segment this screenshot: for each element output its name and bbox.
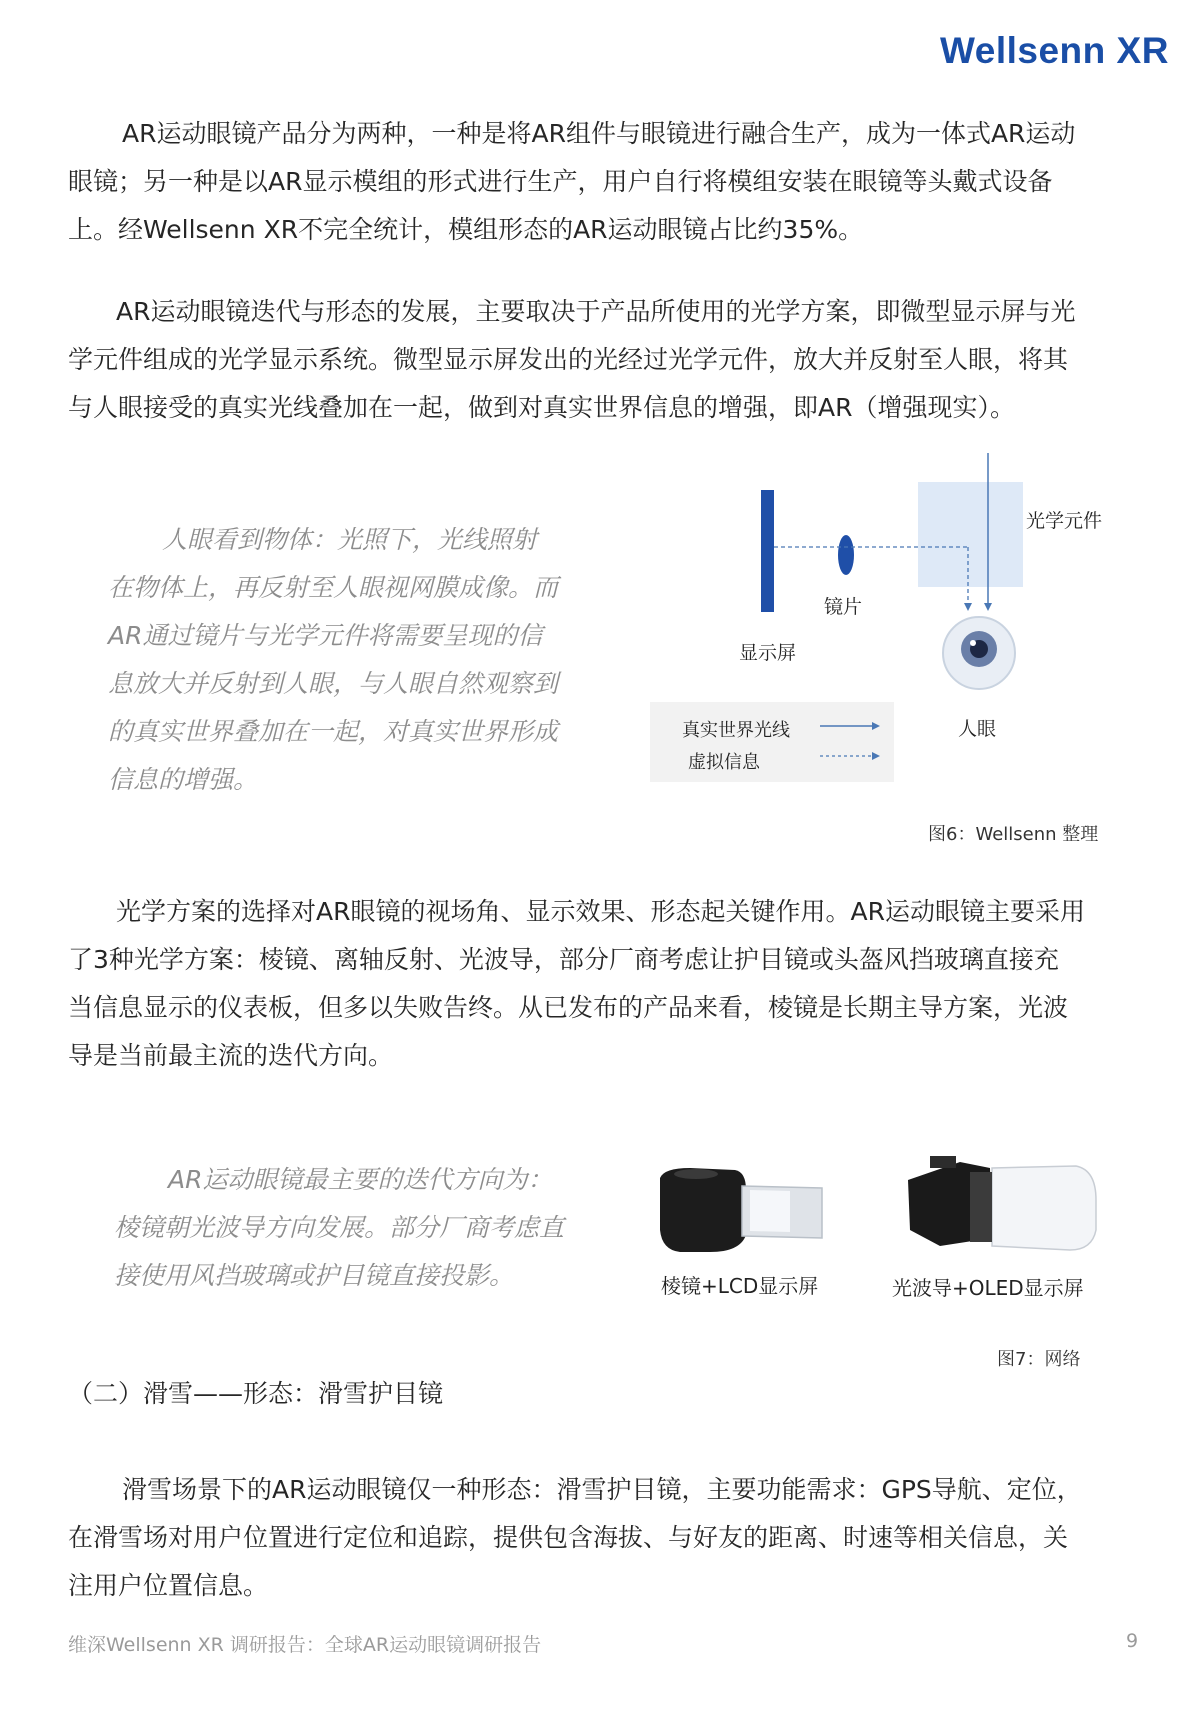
paragraph-product-types (68, 110, 1148, 254)
display-screen-shape (761, 490, 774, 612)
diagram-legend (650, 702, 894, 782)
prism-module-top (674, 1169, 718, 1179)
paragraph-line: 与人眼接受的真实光线叠加在一起，做到对真实世界信息的增强，即AR（增强现实）。 (68, 393, 1015, 422)
virtual-ray-arrowhead (964, 603, 972, 611)
brand-logo (940, 30, 1169, 72)
figure-7-caption: 图7：网络 (997, 1349, 1081, 1370)
prism-module-body (660, 1168, 746, 1252)
waveguide-module-image (900, 1150, 1100, 1260)
legend-dashed-arrowhead (872, 752, 880, 760)
footer-report-title: 维深Wellsenn XR 调研报告：全球AR运动眼镜调研报告 (68, 1634, 542, 1656)
quote-line: 在物体上，再反射至人眼视网膜成像。而 (108, 573, 559, 602)
paragraph-line: 上。经Wellsenn XR不完全统计，模组形态的AR运动眼镜占比约35%。 (68, 215, 864, 244)
quote-line: 的真实世界叠加在一起，对真实世界形成 (108, 717, 559, 746)
eye-highlight (970, 640, 976, 646)
paragraph-line: 当信息显示的仪表板，但多以失败告终。从已发布的产品来看，棱镜是长期主导方案，光波 (68, 993, 1069, 1022)
figure-6-caption: 图6：Wellsenn 整理 (928, 824, 1099, 845)
paragraph-optical-choices (68, 888, 1148, 1080)
paragraph-optical-iteration (68, 288, 1148, 432)
waveguide-oled-label: 光波导+OLED显示屏 (892, 1276, 1084, 1300)
paragraph-line: 在滑雪场对用户位置进行定位和追踪，提供包含海拔、与好友的距离、时速等相关信息，关 (68, 1523, 1069, 1552)
paragraph-line: AR运动眼镜迭代与形态的发展，主要取决于产品所使用的光学方案，即微型显示屏与光 (116, 297, 1076, 326)
pull-quote-how-ar-works (108, 516, 608, 804)
optical-element-box (918, 482, 1023, 587)
label-lens: 镜片 (824, 596, 863, 618)
quote-line: 人眼看到物体：光照下，光线照射 (162, 525, 538, 554)
paragraph-line: 了3种光学方案：棱镜、离轴反射、光波导，部分厂商考虑让护目镜或头盔风挡玻璃直接充 (68, 945, 1059, 974)
paragraph-line: 光学方案的选择对AR眼镜的视场角、显示效果、形态起关键作用。AR运动眼镜主要采用 (116, 897, 1085, 926)
quote-line: AR运动眼镜最主要的迭代方向为： (168, 1165, 553, 1194)
page-number: 9 (1126, 1630, 1139, 1652)
label-eye: 人眼 (958, 718, 997, 740)
paragraph-line: AR运动眼镜产品分为两种，一种是将AR组件与眼镜进行融合生产，成为一体式AR运动 (122, 119, 1076, 148)
legend-virtual-label: 虚拟信息 (688, 752, 760, 773)
quote-line: 棱镜朝光波导方向发展。部分厂商考虑直 (114, 1213, 565, 1242)
legend-real-label: 真实世界光线 (682, 720, 790, 741)
quote-line: 息放大并反射到人眼，与人眼自然观察到 (108, 669, 559, 698)
legend-arrows (818, 716, 884, 768)
label-optical-element: 光学元件 (1026, 510, 1103, 532)
quote-line: AR通过镜片与光学元件将需要呈现的信 (108, 621, 543, 650)
paragraph-line: 滑雪场景下的AR运动眼镜仅一种形态：滑雪护目镜，主要功能需求：GPS导航、定位， (122, 1475, 1082, 1504)
legend-solid-arrowhead (872, 722, 880, 730)
lens-shape (838, 535, 854, 575)
prism-module-image (650, 1160, 830, 1260)
waveguide-mount (970, 1172, 992, 1242)
logo-text: Wellsenn XR (940, 30, 1169, 71)
paragraph-line: 导是当前最主流的迭代方向。 (68, 1041, 394, 1070)
prism-glass-highlight (750, 1190, 790, 1232)
prism-lcd-label: 棱镜+LCD显示屏 (661, 1274, 819, 1298)
waveguide-lens (992, 1166, 1096, 1250)
label-display: 显示屏 (739, 642, 797, 664)
paragraph-line: 学元件组成的光学显示系统。微型显示屏发出的光经过光学元件，放大并反射至人眼，将其 (68, 345, 1069, 374)
waveguide-module-top (930, 1156, 956, 1168)
section-title-skiing: （二）滑雪——形态：滑雪护目镜 (68, 1379, 444, 1408)
pull-quote-iteration-direction (114, 1156, 614, 1300)
paragraph-skiing-form (68, 1466, 1148, 1610)
paragraph-line: 眼镜；另一种是以AR显示模组的形式进行生产，用户自行将模组安装在眼镜等头戴式设备 (68, 167, 1053, 196)
quote-line: 信息的增强。 (108, 765, 259, 794)
paragraph-line: 注用户位置信息。 (68, 1571, 269, 1600)
quote-line: 接使用风挡玻璃或护目镜直接投影。 (114, 1261, 515, 1290)
real-ray-arrowhead (984, 603, 992, 611)
